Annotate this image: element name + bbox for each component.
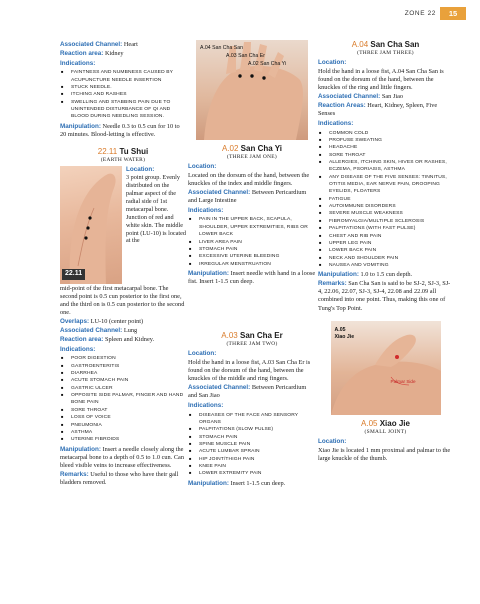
- remarks-label: Remarks:: [318, 280, 347, 288]
- point-subtitle: (EARTH WATER): [100, 156, 146, 163]
- manipulation-value: Insert 1-1.5 cun deep.: [230, 479, 286, 487]
- indications-list: [60, 69, 186, 121]
- point-name: San Cha San: [370, 40, 420, 49]
- remarks-value: Useful to those who have their gall bladders removed.: [60, 470, 179, 486]
- list-item: ■ SPINE MUSCLE PAIN: [188, 441, 316, 448]
- remarks-row: [60, 471, 186, 487]
- manipulation-value: Insert needle with hand in a loose fist. Insert 1-1.5 cun deep.: [188, 269, 316, 285]
- point-subtitle: (THREE JAM TWO): [226, 341, 278, 348]
- remarks-row: [318, 280, 453, 312]
- reaction-row: [60, 50, 186, 58]
- manipulation-label: Manipulation:: [188, 269, 229, 277]
- point-name: Tu Shui: [119, 146, 149, 156]
- location-text: Hold the hand in a loose fist, A.04 San Cha San is found on the dorsum of the hand, between the knuckles of the ring and little fingers.: [318, 68, 444, 92]
- indications-list: [188, 412, 316, 478]
- manipulation-row: [188, 480, 316, 488]
- list-item: ■ FATIGUE: [318, 196, 453, 203]
- column-3: [318, 40, 453, 464]
- channel-label: Associated Channel:: [188, 384, 251, 392]
- list-item: ■ AUTOIMMUNE DISORDERS: [318, 203, 453, 210]
- photo-tag-a03: A.03 San Cha Er: [226, 53, 265, 59]
- photo-tag-a05-code: A.05: [334, 326, 346, 333]
- list-item: ■ PAIN IN THE UPPER BACK, SCAPULA, SHOULDER, UPPER EXTREMITIES, RIBS OR LOWER BACK: [188, 216, 316, 238]
- channel-value: Lung: [123, 327, 138, 335]
- list-item: ■ STOMACH PAIN: [188, 434, 316, 441]
- remarks-value: San Cha San is said to be SJ-2, SJ-3, SJ-4, 22.06, 22.07, SJ-3, SJ-4, 22.08 and 22.09 all combined into one point. Thus, making this one of Tung's Top Point.: [318, 280, 451, 312]
- location-text: Xiao Jie is located 1 mm proximal and palmar to the large knuckle of the thumb.: [318, 446, 451, 462]
- manipulation-row: [188, 270, 316, 286]
- column-1: [60, 40, 186, 488]
- list-item: ■ PROFUSE SWEATING: [318, 137, 453, 144]
- indications-heading: Indications:: [60, 346, 96, 354]
- channel-row: [188, 189, 316, 205]
- overlaps-row: [60, 318, 186, 326]
- channel-label: Associated Channel:: [60, 327, 123, 335]
- point-subtitle: (THREE JAM THREE): [357, 50, 414, 57]
- location-heading: Location:: [188, 350, 217, 358]
- list-item: ■ DIARRHEA: [60, 370, 186, 377]
- photo-tag-a05-name: Xiao Jie: [334, 333, 355, 340]
- reaction-value: Kidney: [104, 50, 124, 58]
- indications-heading: Indications:: [188, 402, 224, 410]
- reaction-row: [318, 102, 453, 118]
- channel-row: [318, 93, 453, 101]
- list-item: ■ LOWER BACK PAIN: [318, 247, 453, 254]
- thumb-illustration: [60, 166, 122, 284]
- list-item: ■ ACUTE STOMACH PAIN: [60, 377, 186, 384]
- list-item: ■ UTERINE FIBROIDS: [60, 436, 186, 443]
- point-code: A.05: [361, 418, 378, 428]
- list-item: ■ ACUTE LUMBAR SPRAIN: [188, 448, 316, 455]
- list-item: ■ LIVER AREA PAIN: [188, 239, 316, 246]
- list-item: ■ POOR DIGESTION: [60, 355, 186, 362]
- point-name: San Cha Yi: [240, 144, 283, 153]
- point-title: [60, 147, 186, 157]
- location-heading: Location:: [318, 59, 347, 67]
- list-item: ■ GASTROENTERITIS: [60, 363, 186, 370]
- list-item: ■ COMMON COLD: [318, 130, 453, 137]
- location-heading: Location:: [188, 163, 217, 171]
- point-title: [188, 144, 316, 154]
- list-item: ■ ALLERGIES, ITCHING SKIN, HIVES OR RASHES, ECZEMA, PSORIASIS, ASTHMA: [318, 159, 453, 174]
- reaction-row: [60, 336, 186, 344]
- indications-heading: Indications:: [318, 120, 354, 128]
- list-item: ■ SORE THROAT: [318, 152, 453, 159]
- channel-value: Heart: [123, 41, 138, 48]
- point-subtitle: (SMALL JOINT): [364, 428, 407, 435]
- reaction-label: Reaction Areas:: [318, 102, 366, 110]
- spacer: [188, 287, 316, 327]
- reaction-value: Spleen and Kidney.: [104, 336, 155, 344]
- manipulation-value: 1.0 to 1.5 cun depth.: [360, 271, 413, 279]
- zone-label: ZONE 22: [404, 10, 436, 17]
- list-item: ■ LOWER EXTREMITY PAIN: [188, 470, 316, 477]
- list-item: ■ IRREGULAR MENSTRUATION: [188, 261, 316, 268]
- list-item: ■ PNEUMONIA: [60, 422, 186, 429]
- indications-list: [60, 355, 186, 443]
- photo-tag-a04: A.04 San Cha San: [200, 45, 243, 51]
- reaction-value: Heart, Kidney, Spleen, Five Senses: [318, 102, 438, 118]
- channel-value: Between Pericardium and Large Intestine: [188, 189, 307, 205]
- point-code: A.02: [221, 144, 239, 153]
- point-name: San Cha Er: [240, 331, 283, 341]
- hand-dorsum-photo: [196, 40, 308, 140]
- list-item: ■ STOMACH PAIN: [188, 246, 316, 253]
- list-item: ■ KNEE PAIN: [188, 463, 316, 470]
- manipulation-label: Manipulation:: [60, 445, 101, 453]
- reaction-label: Reaction area:: [60, 50, 104, 58]
- channel-row: [60, 41, 186, 49]
- point-title: [188, 331, 316, 341]
- list-item: ■ PALPITATIONS (WITH FAST PULSE): [318, 225, 453, 232]
- photo-point-tag: 22.11: [62, 269, 85, 280]
- list-item: ■ SWELLING AND STABBING PAIN DUE TO UNINTENDED DISTURBANCE OF QI AND BLOOD DURING NEEDLING SESSION.: [60, 99, 186, 121]
- list-item: ■ PALPITATIONS (SLOW PULSE): [188, 426, 316, 433]
- point-code: 22.11: [97, 146, 118, 156]
- reaction-label: Reaction area:: [60, 336, 104, 344]
- photo-tag-palmar: Palmar Side: [390, 378, 416, 384]
- manipulation-value: Insert a needle closely along the metacarpal bone to a depth of 0.5 to 1.0 cun. Can bleed visible veins to increase effectiveness.: [60, 445, 184, 469]
- list-item: ■ FIBROMYALGIA/MULTIPLE SCLEROSIS: [318, 218, 453, 225]
- page-number: 15: [440, 7, 466, 20]
- list-item: ■ SEVERE MUSCLE WEAKNESS: [318, 210, 453, 217]
- point-code: A.04: [351, 40, 369, 49]
- channel-value: San Jiao: [381, 93, 404, 101]
- manipulation-row: [60, 446, 186, 470]
- list-item: ■ ITCHING AND RASHES: [60, 91, 186, 98]
- channel-value: Between Pericardium and San Jiao: [188, 384, 307, 400]
- list-item: ■ NAUSEA AND VOMITING: [318, 262, 453, 269]
- thumb-photo: [60, 166, 122, 284]
- manipulation-row: [318, 271, 453, 279]
- list-item: ■ GASTRIC ULCER: [60, 385, 186, 392]
- point-subtitle: (THREE JAM ONE): [226, 154, 277, 161]
- manipulation-row: [60, 123, 186, 139]
- location-heading: Location:: [318, 437, 347, 445]
- list-item: ■ LOSS OF VOICE: [60, 414, 186, 421]
- tu-shui-section: [60, 147, 186, 487]
- list-item: ■ ANY DISEASE OF THE FIVE SENSES: TINNITUS, OTITIS MEDIA, EAR NERVE PAIN, DROOPING EYELIDS, FLOATERS: [318, 174, 453, 196]
- remarks-label: Remarks:: [60, 470, 89, 478]
- list-item: ■ CHEST AND RIB PAIN: [318, 233, 453, 240]
- column-2: [188, 40, 316, 489]
- list-item: ■ HEADACHE: [318, 144, 453, 151]
- tu-shui-body: [60, 166, 186, 284]
- overlaps-label: Overlaps:: [60, 318, 90, 326]
- manipulation-label: Manipulation:: [60, 122, 101, 130]
- indications-heading: Indications:: [188, 207, 224, 215]
- list-item: ■ DISEASES OF THE FACE AND SENSORY ORGANS: [188, 412, 316, 427]
- location-text: Located on the dorsum of the hand, between the knuckles of the index and middle fingers.: [188, 172, 310, 188]
- list-item: ■ NECK AND SHOULDER PAIN: [318, 255, 453, 262]
- point-code: A.03: [221, 331, 238, 341]
- channel-label: Associated Channel:: [318, 93, 381, 101]
- overlaps-value: LU-10 (center point): [90, 318, 144, 326]
- channel-row: [188, 384, 316, 400]
- location-text: Hold the hand in a loose fist, A.03 San Cha Er is found on the dorsum of the hand, between the knuckles of the middle and ring fingers.: [188, 359, 311, 383]
- list-item: ■ HIP JOINT/THIGH PAIN: [188, 456, 316, 463]
- manipulation-value: Needle 0.3 to 0.5 cun for 10 to 20 minutes. Blood-letting is effective.: [60, 122, 180, 138]
- location-text: 3 point group. Evenly distributed on the palmar aspect of the radial side of 1st metacarpal bone. Junction of red and white skin. The middle point (LU-10) is located at the: [126, 173, 186, 245]
- channel-label: Associated Channel:: [188, 189, 251, 197]
- channel-row: [60, 327, 186, 335]
- hand-palmar-photo: [331, 321, 441, 415]
- list-item: ■ OPPOSITE SIDE PALMAR, FINGER AND HAND BONE PAIN: [60, 392, 186, 407]
- indications-list: [318, 130, 453, 270]
- indications-heading: Indications:: [60, 60, 96, 68]
- location-continued: mid-point of the first metacarpal bone. The second point is 0.5 cun posterior to the first one, and the third on is 0.5 cun posterior to the second one.: [60, 284, 185, 317]
- list-item: ■ EXCESSIVE UTERINE BLEEDING: [188, 253, 316, 260]
- point-title: [318, 419, 453, 429]
- location-block: [126, 166, 186, 245]
- point-title: [318, 40, 453, 50]
- photo-tag-a02: A.02 San Cha Yi: [248, 61, 287, 67]
- list-item: ■ UPPER LEG PAIN: [318, 240, 453, 247]
- list-item: ■ STUCK NEEDLE.: [60, 84, 186, 91]
- location-heading: Location:: [126, 165, 155, 173]
- indications-list: [188, 216, 316, 268]
- channel-label: Associated Channel:: [60, 41, 123, 48]
- list-item: ■ FAINTNESS AND NUMBNESS CAUSED BY ACUPUNCTURE NEEDLE INSERTION: [60, 69, 186, 84]
- manipulation-label: Manipulation:: [188, 479, 229, 487]
- list-item: ■ SORE THROAT: [60, 407, 186, 414]
- point-name: Xiao Jie: [379, 418, 410, 428]
- list-item: ■ ASTHMA: [60, 429, 186, 436]
- manipulation-label: Manipulation:: [318, 271, 359, 279]
